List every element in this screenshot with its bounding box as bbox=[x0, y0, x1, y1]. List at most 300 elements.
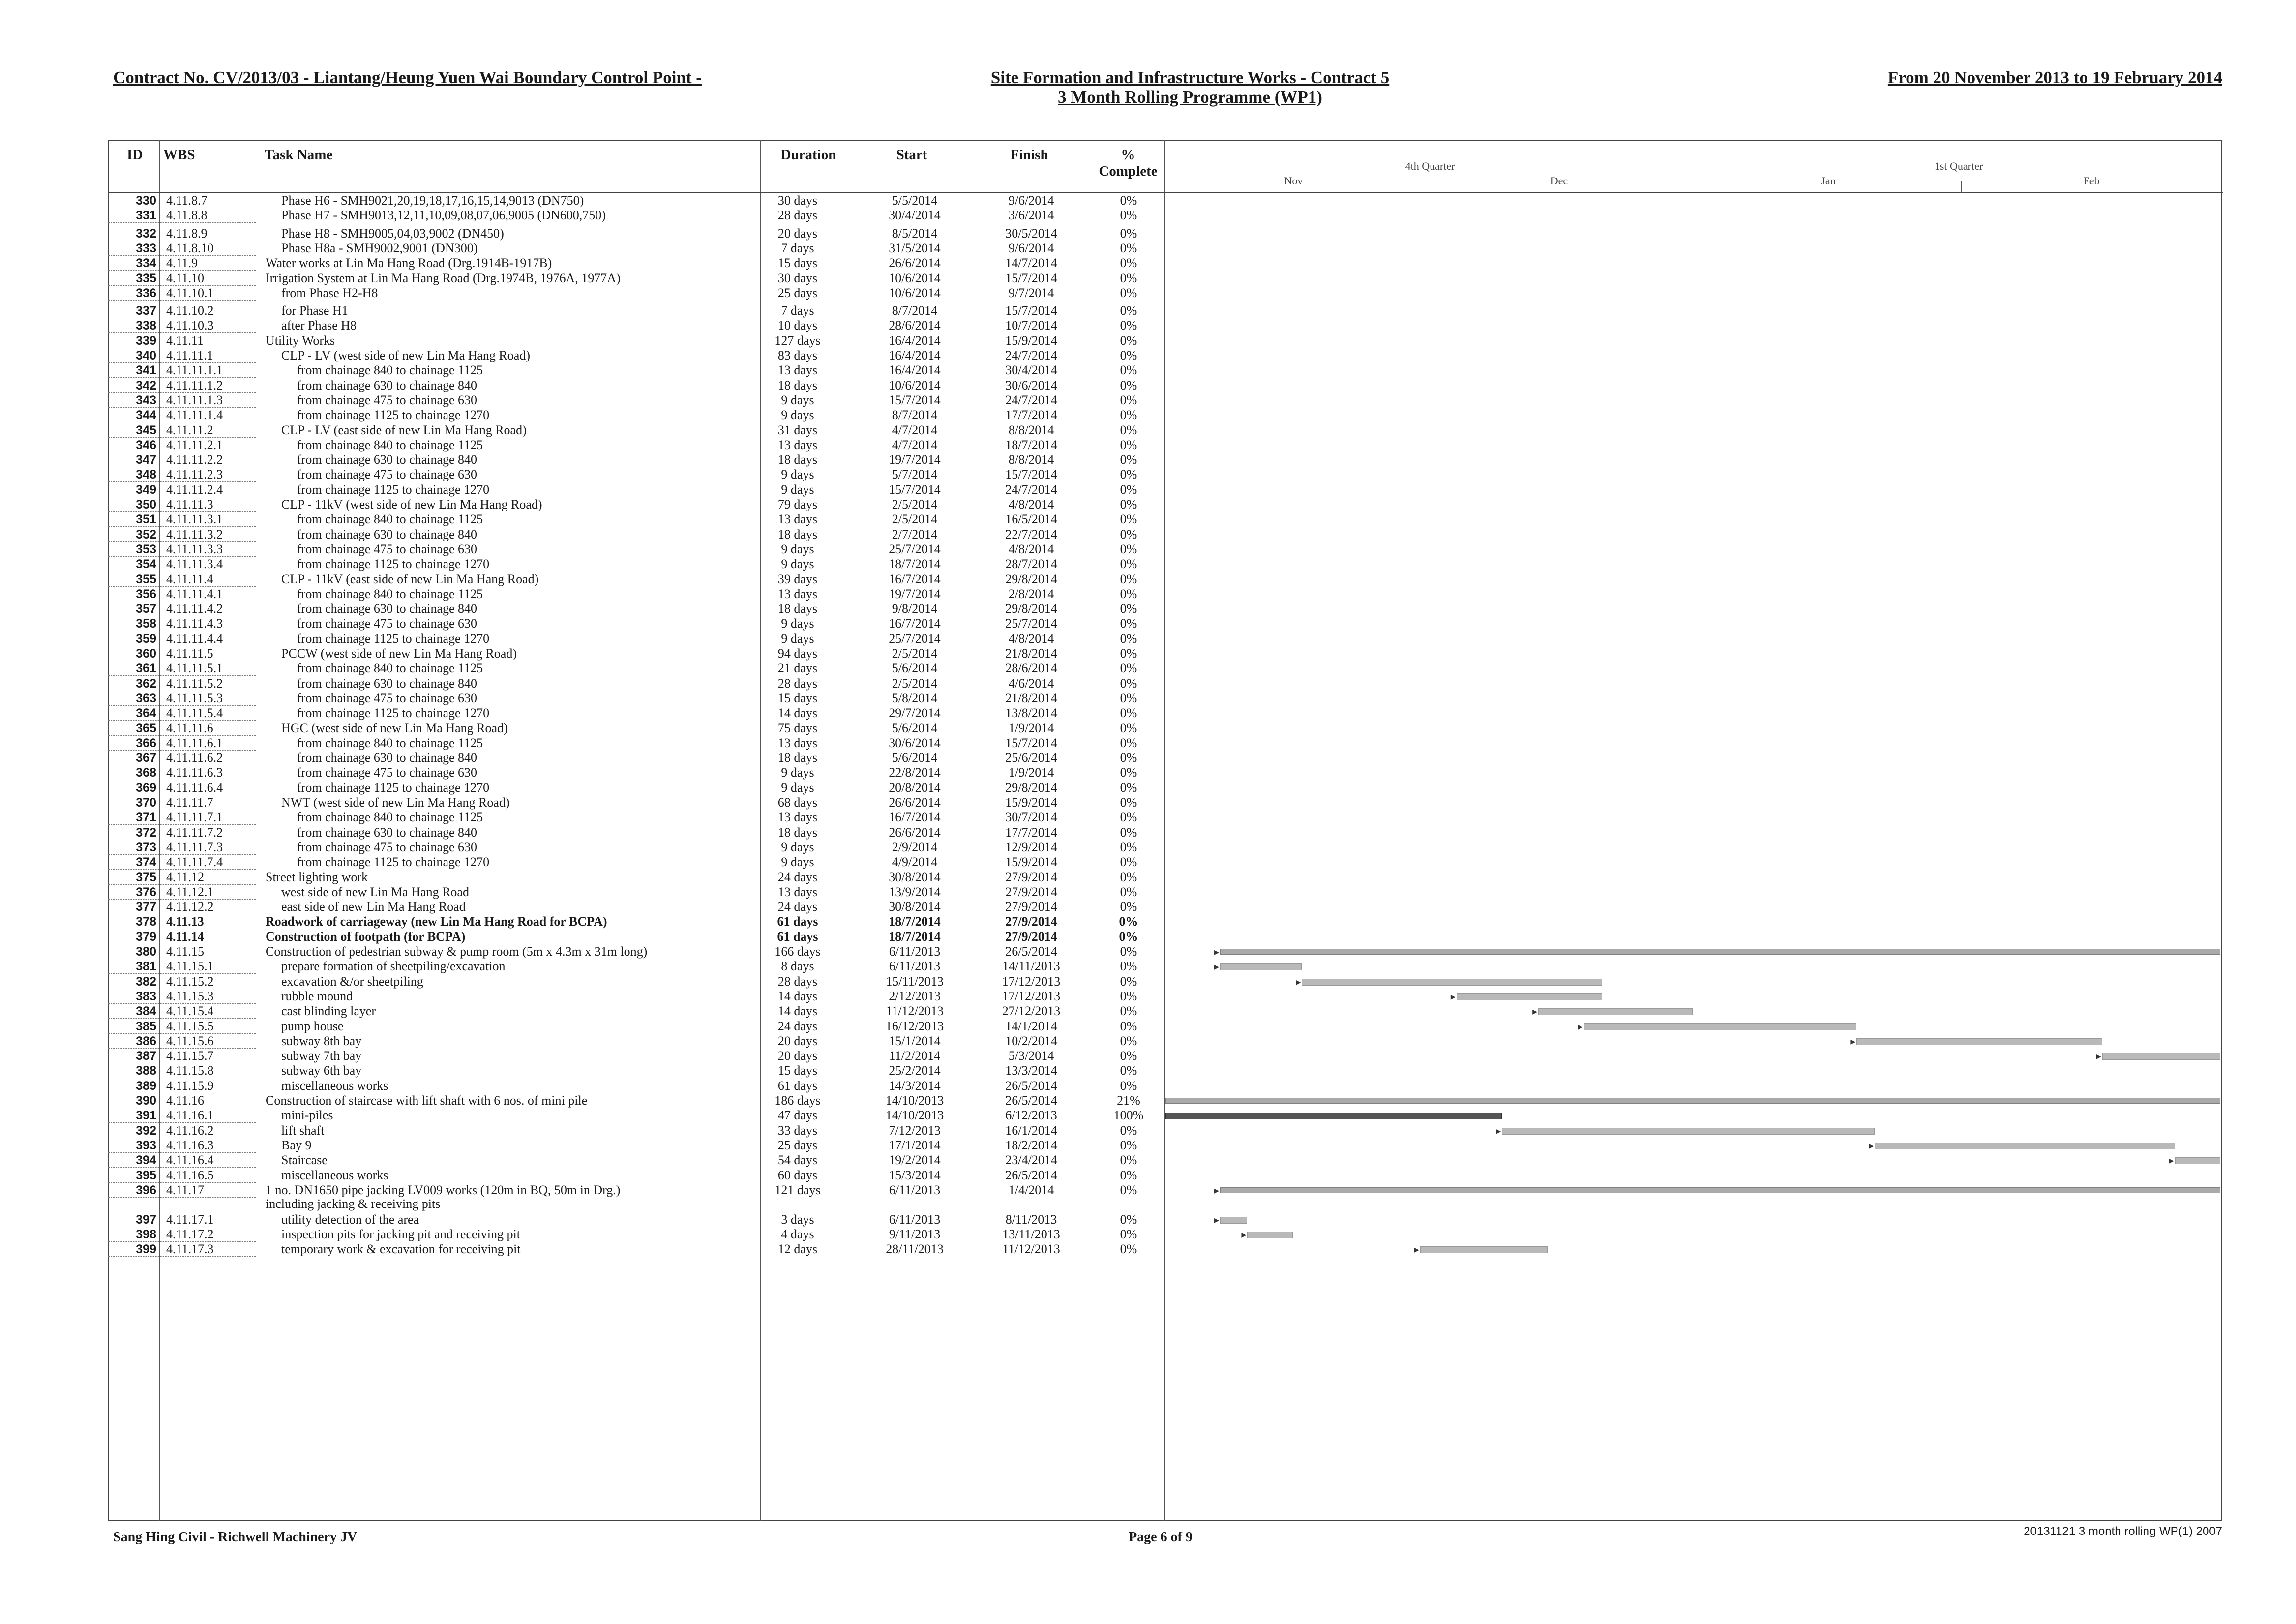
task-id: 389 bbox=[136, 1079, 156, 1093]
task-start: 4/7/2014 bbox=[892, 437, 938, 452]
task-wbs: 4.11.17.3 bbox=[166, 1242, 214, 1257]
row-divider bbox=[108, 571, 256, 572]
task-wbs: 4.11.15.5 bbox=[166, 1019, 214, 1033]
task-wbs: 4.11.11.7.4 bbox=[166, 855, 223, 870]
task-wbs: 4.11.16.3 bbox=[166, 1138, 214, 1152]
task-name: prepare formation of sheetpiling/excavation bbox=[281, 959, 506, 974]
task-percent: 0% bbox=[1120, 601, 1137, 616]
task-id: 377 bbox=[136, 900, 156, 914]
row-divider bbox=[108, 1033, 256, 1034]
task-id: 384 bbox=[136, 1004, 156, 1019]
task-start: 2/9/2014 bbox=[892, 840, 938, 854]
row-divider bbox=[108, 601, 256, 602]
month-label-nov: Nov bbox=[1284, 175, 1303, 187]
task-id: 391 bbox=[136, 1109, 156, 1123]
task-finish: 6/12/2013 bbox=[1005, 1108, 1057, 1123]
task-start: 4/7/2014 bbox=[892, 422, 938, 437]
task-id: 365 bbox=[136, 721, 156, 735]
task-duration: 15 days bbox=[777, 256, 818, 271]
task-percent: 0% bbox=[1120, 1033, 1137, 1048]
row-divider bbox=[108, 392, 256, 393]
task-finish: 26/5/2014 bbox=[1005, 944, 1057, 959]
task-start: 19/7/2014 bbox=[889, 586, 941, 601]
task-finish: 9/6/2014 bbox=[1008, 193, 1054, 208]
task-duration: 14 days bbox=[777, 989, 818, 1003]
task-start: 26/6/2014 bbox=[889, 795, 941, 810]
task-duration: 21 days bbox=[777, 661, 818, 676]
task-wbs: 4.11.11.3.2 bbox=[166, 527, 223, 541]
task-finish: 25/7/2014 bbox=[1005, 616, 1057, 631]
task-name: from chainage 630 to chainage 840 bbox=[297, 378, 477, 392]
task-start: 15/7/2014 bbox=[889, 392, 941, 407]
task-name: Roadwork of carriageway (new Lin Ma Hang Road for BCPA) bbox=[266, 914, 607, 929]
task-id: 369 bbox=[136, 781, 156, 795]
task-name: rubble mound bbox=[281, 989, 353, 1003]
task-finish: 10/7/2014 bbox=[1005, 318, 1057, 333]
task-wbs: 4.11.11.6.3 bbox=[166, 765, 223, 780]
task-start: 2/7/2014 bbox=[892, 527, 938, 541]
start-marker-icon: ▸ bbox=[1214, 1184, 1219, 1196]
row-divider bbox=[108, 300, 256, 301]
task-name: from chainage 630 to chainage 840 bbox=[297, 601, 477, 616]
start-marker-icon: ▸ bbox=[1450, 990, 1456, 1002]
task-finish: 27/9/2014 bbox=[1005, 900, 1057, 914]
task-finish: 30/6/2014 bbox=[1005, 378, 1057, 392]
task-duration: 9 days bbox=[781, 392, 814, 407]
task-percent: 0% bbox=[1120, 285, 1137, 300]
task-id: 332 bbox=[136, 226, 156, 241]
gantt-bar bbox=[1584, 1023, 1857, 1030]
task-duration: 30 days bbox=[777, 271, 818, 285]
task-name: CLP - 11kV (east side of new Lin Ma Hang Road) bbox=[281, 571, 539, 586]
task-finish: 15/9/2014 bbox=[1005, 855, 1057, 870]
row-divider bbox=[108, 556, 256, 557]
task-name: Construction of footpath (for BCPA) bbox=[266, 929, 466, 944]
task-percent: 0% bbox=[1120, 482, 1137, 497]
task-name: cast blinding layer bbox=[281, 1004, 376, 1019]
task-name: Water works at Lin Ma Hang Road (Drg.1914B-1917B) bbox=[266, 256, 552, 271]
gantt-bar bbox=[2175, 1157, 2220, 1164]
task-name: from chainage 840 to chainage 1125 bbox=[297, 437, 483, 452]
row-divider bbox=[108, 1048, 256, 1049]
task-duration: 20 days bbox=[777, 226, 818, 241]
task-duration: 28 days bbox=[777, 974, 818, 989]
task-percent: 0% bbox=[1119, 929, 1138, 944]
task-wbs: 4.11.11.5 bbox=[166, 646, 213, 661]
task-duration: 61 days bbox=[777, 1078, 818, 1093]
task-finish: 8/8/2014 bbox=[1008, 422, 1054, 437]
task-finish: 8/11/2013 bbox=[1005, 1212, 1057, 1227]
task-start: 6/11/2013 bbox=[889, 1212, 941, 1227]
task-finish: 4/8/2014 bbox=[1008, 631, 1054, 646]
gantt-bar bbox=[1220, 949, 2220, 955]
row-divider bbox=[108, 959, 256, 960]
task-name: from chainage 1125 to chainage 1270 bbox=[297, 855, 490, 870]
task-id: 353 bbox=[136, 542, 156, 556]
row-divider bbox=[108, 377, 256, 378]
row-divider bbox=[108, 929, 256, 930]
task-name: from chainage 1125 to chainage 1270 bbox=[297, 706, 490, 721]
start-marker-icon: ▸ bbox=[1578, 1020, 1583, 1032]
task-name: Phase H8a - SMH9002,9001 (DN300) bbox=[281, 241, 478, 255]
task-start: 4/9/2014 bbox=[892, 855, 938, 870]
task-duration: 9 days bbox=[781, 408, 814, 422]
task-percent: 0% bbox=[1120, 1138, 1137, 1152]
row-divider bbox=[108, 1078, 256, 1079]
col-pct-label: Complete bbox=[1099, 163, 1158, 179]
task-percent: 0% bbox=[1120, 303, 1137, 318]
task-id: 342 bbox=[136, 378, 156, 392]
task-id: 337 bbox=[136, 304, 156, 318]
task-percent: 0% bbox=[1120, 1212, 1137, 1227]
task-start: 2/5/2014 bbox=[892, 512, 938, 527]
task-percent: 0% bbox=[1120, 1153, 1137, 1168]
task-id: 357 bbox=[136, 602, 156, 616]
task-percent: 0% bbox=[1120, 989, 1137, 1003]
task-finish: 27/9/2014 bbox=[1005, 884, 1057, 899]
col-name-header: Task Name bbox=[265, 147, 333, 163]
col-id-header: ID bbox=[127, 147, 143, 163]
task-duration: 18 days bbox=[777, 825, 818, 840]
task-id: 372 bbox=[136, 825, 156, 840]
task-finish: 23/4/2014 bbox=[1005, 1153, 1057, 1168]
task-percent: 0% bbox=[1120, 1004, 1137, 1019]
task-duration: 127 days bbox=[775, 333, 821, 348]
task-wbs: 4.11.16.1 bbox=[166, 1108, 214, 1123]
task-name: from chainage 475 to chainage 630 bbox=[297, 765, 477, 780]
task-finish: 1/4/2014 bbox=[1008, 1182, 1054, 1197]
row-divider bbox=[108, 944, 256, 945]
task-start: 13/9/2014 bbox=[889, 884, 941, 899]
task-finish: 10/2/2014 bbox=[1005, 1033, 1057, 1048]
task-id: 338 bbox=[136, 319, 156, 333]
task-finish: 25/6/2014 bbox=[1005, 751, 1057, 765]
task-percent: 0% bbox=[1120, 378, 1137, 392]
task-finish: 3/6/2014 bbox=[1008, 208, 1054, 223]
task-id: 343 bbox=[136, 393, 156, 407]
task-duration: 47 days bbox=[777, 1108, 818, 1123]
row-divider bbox=[108, 720, 256, 721]
quarter-label-q4: 4th Quarter bbox=[1405, 160, 1455, 172]
gantt-bar bbox=[1420, 1246, 1548, 1253]
task-wbs: 4.11.11.2.4 bbox=[166, 482, 223, 497]
task-finish: 15/7/2014 bbox=[1005, 271, 1057, 285]
task-id: 381 bbox=[136, 960, 156, 974]
task-id: 345 bbox=[136, 423, 156, 437]
task-wbs: 4.11.15.3 bbox=[166, 989, 214, 1003]
task-percent: 0% bbox=[1120, 497, 1137, 511]
row-divider bbox=[108, 437, 256, 438]
task-wbs: 4.11.11.2 bbox=[166, 422, 213, 437]
task-wbs: 4.11.12.1 bbox=[166, 884, 214, 899]
row-divider bbox=[108, 750, 256, 751]
task-finish: 24/7/2014 bbox=[1005, 482, 1057, 497]
task-id: 374 bbox=[136, 855, 156, 870]
task-percent: 0% bbox=[1120, 780, 1137, 795]
task-start: 14/3/2014 bbox=[889, 1078, 941, 1093]
task-start: 25/7/2014 bbox=[889, 541, 941, 556]
task-finish: 1/9/2014 bbox=[1008, 765, 1054, 780]
task-percent: 0% bbox=[1120, 1063, 1137, 1078]
task-name: from chainage 1125 to chainage 1270 bbox=[297, 631, 490, 646]
task-start: 28/11/2013 bbox=[886, 1242, 944, 1257]
task-wbs: 4.11.11.6.2 bbox=[166, 751, 223, 765]
task-start: 17/1/2014 bbox=[889, 1138, 941, 1152]
task-duration: 9 days bbox=[781, 616, 814, 631]
task-finish: 4/6/2014 bbox=[1008, 676, 1054, 691]
task-wbs: 4.11.11.4.1 bbox=[166, 586, 223, 601]
task-percent: 0% bbox=[1120, 1182, 1137, 1197]
task-percent: 0% bbox=[1120, 193, 1137, 208]
task-finish: 14/1/2014 bbox=[1005, 1019, 1057, 1033]
task-duration: 94 days bbox=[777, 646, 818, 661]
task-id: 351 bbox=[136, 512, 156, 527]
row-divider bbox=[108, 1256, 256, 1257]
task-percent: 0% bbox=[1120, 631, 1137, 646]
row-divider bbox=[108, 989, 256, 990]
task-finish: 5/3/2014 bbox=[1008, 1049, 1054, 1063]
task-start: 16/12/2013 bbox=[885, 1019, 944, 1033]
row-divider bbox=[108, 511, 256, 512]
task-finish: 17/12/2013 bbox=[1002, 974, 1061, 989]
task-finish: 27/9/2014 bbox=[1005, 929, 1057, 944]
task-percent: 0% bbox=[1120, 208, 1137, 223]
task-start: 11/2/2014 bbox=[889, 1049, 941, 1063]
task-percent: 0% bbox=[1120, 437, 1137, 452]
task-id: 363 bbox=[136, 691, 156, 705]
task-wbs: 4.11.12 bbox=[166, 870, 205, 884]
row-divider bbox=[108, 348, 256, 349]
task-duration: 121 days bbox=[775, 1182, 821, 1197]
task-percent: 0% bbox=[1120, 467, 1137, 482]
task-id: 339 bbox=[136, 333, 156, 348]
task-start: 25/2/2014 bbox=[889, 1063, 941, 1078]
task-id: 347 bbox=[136, 453, 156, 467]
task-finish: 26/5/2014 bbox=[1005, 1168, 1057, 1182]
task-name: Staircase bbox=[281, 1153, 328, 1168]
task-duration: 24 days bbox=[777, 870, 818, 884]
task-name: from chainage 1125 to chainage 1270 bbox=[297, 408, 490, 422]
task-finish: 15/9/2014 bbox=[1005, 795, 1057, 810]
task-duration: 13 days bbox=[777, 810, 818, 825]
task-finish: 26/5/2014 bbox=[1005, 1093, 1057, 1108]
task-start: 16/4/2014 bbox=[889, 348, 941, 362]
task-wbs: 4.11.17.2 bbox=[166, 1227, 214, 1242]
task-finish: 13/3/2014 bbox=[1005, 1063, 1057, 1078]
task-name: for Phase H1 bbox=[281, 303, 348, 318]
task-id: 340 bbox=[136, 349, 156, 362]
task-finish: 14/11/2013 bbox=[1002, 959, 1060, 974]
task-percent: 0% bbox=[1120, 944, 1137, 959]
contractor-name: Sang Hing Civil - Richwell Machinery JV bbox=[113, 1530, 358, 1545]
task-duration: 9 days bbox=[781, 557, 814, 571]
row-divider bbox=[108, 840, 256, 841]
col-pct-header bbox=[1092, 147, 1164, 180]
task-finish: 4/8/2014 bbox=[1008, 541, 1054, 556]
task-name: Construction of pedestrian subway & pump room (5m x 4.3m x 31m long) bbox=[266, 944, 648, 959]
row-divider bbox=[108, 467, 256, 468]
task-finish: 15/7/2014 bbox=[1005, 467, 1057, 482]
task-duration: 166 days bbox=[775, 944, 821, 959]
task-duration: 12 days bbox=[777, 1242, 818, 1257]
task-finish: 30/5/2014 bbox=[1005, 226, 1057, 241]
task-name: Irrigation System at Lin Ma Hang Road (Drg.1974B, 1976A, 1977A) bbox=[266, 271, 621, 285]
task-percent: 0% bbox=[1120, 527, 1137, 541]
task-start: 31/5/2014 bbox=[889, 241, 941, 255]
task-percent: 0% bbox=[1120, 840, 1137, 854]
task-duration: 24 days bbox=[777, 900, 818, 914]
row-divider bbox=[108, 1241, 256, 1242]
task-wbs: 4.11.11.4.4 bbox=[166, 631, 223, 646]
task-percent: 100% bbox=[1113, 1108, 1144, 1123]
task-percent: 0% bbox=[1120, 1078, 1137, 1093]
row-divider bbox=[108, 526, 256, 527]
task-duration: 25 days bbox=[777, 285, 818, 300]
task-id: 348 bbox=[136, 468, 156, 482]
task-percent: 0% bbox=[1120, 256, 1137, 271]
row-divider bbox=[108, 1152, 256, 1153]
task-wbs: 4.11.14 bbox=[166, 929, 204, 944]
gantt-bars bbox=[1165, 140, 2222, 1521]
task-finish: 17/12/2013 bbox=[1002, 989, 1061, 1003]
task-start: 28/6/2014 bbox=[889, 318, 941, 333]
task-duration: 7 days bbox=[781, 241, 814, 255]
task-wbs: 4.11.11.6.4 bbox=[166, 780, 223, 795]
task-finish: 18/2/2014 bbox=[1005, 1138, 1057, 1152]
row-divider bbox=[108, 481, 256, 482]
task-duration: 18 days bbox=[777, 601, 818, 616]
task-percent: 0% bbox=[1120, 855, 1137, 870]
task-id: 330 bbox=[136, 194, 156, 208]
task-duration: 9 days bbox=[781, 765, 814, 780]
task-duration: 75 days bbox=[777, 721, 818, 735]
task-start: 10/6/2014 bbox=[889, 285, 941, 300]
task-duration: 18 days bbox=[777, 452, 818, 467]
task-wbs: 4.11.15.6 bbox=[166, 1033, 214, 1048]
task-wbs: 4.11.11.2.2 bbox=[166, 452, 223, 467]
task-wbs: 4.11.11.4.3 bbox=[166, 616, 223, 631]
start-marker-icon: ▸ bbox=[1869, 1139, 1874, 1151]
task-percent: 0% bbox=[1120, 616, 1137, 631]
row-divider bbox=[108, 616, 256, 617]
task-name: temporary work & excavation for receiving pit bbox=[281, 1242, 521, 1257]
task-wbs: 4.11.16.2 bbox=[166, 1123, 214, 1138]
start-marker-icon: ▸ bbox=[1296, 975, 1301, 988]
start-marker-icon: ▸ bbox=[1214, 961, 1219, 973]
task-finish: 26/5/2014 bbox=[1005, 1078, 1057, 1093]
task-name: from chainage 475 to chainage 630 bbox=[297, 691, 477, 705]
task-name: from chainage 630 to chainage 840 bbox=[297, 527, 477, 541]
page-number: Page 6 of 9 bbox=[1129, 1530, 1193, 1545]
task-finish: 17/7/2014 bbox=[1005, 408, 1057, 422]
task-name: Street lighting work bbox=[266, 870, 368, 884]
row-divider bbox=[108, 1108, 256, 1109]
task-percent: 0% bbox=[1120, 795, 1137, 810]
task-percent: 0% bbox=[1120, 226, 1137, 241]
task-duration: 60 days bbox=[777, 1168, 818, 1182]
task-finish: 4/8/2014 bbox=[1008, 497, 1054, 511]
task-name: west side of new Lin Ma Hang Road bbox=[281, 884, 469, 899]
task-duration: 15 days bbox=[777, 691, 818, 705]
task-id: 388 bbox=[136, 1064, 156, 1078]
task-wbs: 4.11.9 bbox=[166, 256, 198, 271]
task-finish: 16/5/2014 bbox=[1005, 512, 1057, 527]
row-divider bbox=[108, 646, 256, 647]
task-name: from chainage 630 to chainage 840 bbox=[297, 751, 477, 765]
task-finish: 21/8/2014 bbox=[1005, 691, 1057, 705]
gantt-bar bbox=[1165, 1113, 1502, 1119]
task-id: 393 bbox=[136, 1138, 156, 1152]
task-wbs: 4.11.11.1.1 bbox=[166, 363, 223, 378]
task-id: 385 bbox=[136, 1019, 156, 1033]
row-divider bbox=[108, 824, 256, 825]
task-name: from chainage 840 to chainage 1125 bbox=[297, 661, 483, 676]
task-id: 383 bbox=[136, 989, 156, 1003]
task-finish: 29/8/2014 bbox=[1005, 780, 1057, 795]
task-finish: 14/7/2014 bbox=[1005, 256, 1057, 271]
task-finish: 13/8/2014 bbox=[1005, 706, 1057, 721]
task-start: 2/12/2013 bbox=[889, 989, 941, 1003]
row-divider bbox=[108, 541, 256, 542]
task-name: from chainage 475 to chainage 630 bbox=[297, 467, 477, 482]
task-id: 335 bbox=[136, 271, 156, 285]
task-wbs: 4.11.11.5.3 bbox=[166, 691, 223, 705]
task-id: 362 bbox=[136, 676, 156, 691]
task-start: 5/8/2014 bbox=[892, 691, 938, 705]
task-id: 361 bbox=[136, 662, 156, 676]
task-wbs: 4.11.11.3.1 bbox=[166, 512, 223, 527]
task-wbs: 4.11.11.1.2 bbox=[166, 378, 223, 392]
task-finish: 27/12/2013 bbox=[1002, 1004, 1061, 1019]
task-start: 16/4/2014 bbox=[889, 363, 941, 378]
task-percent: 0% bbox=[1120, 751, 1137, 765]
task-wbs: 4.11.11.4 bbox=[166, 571, 213, 586]
col-finish-header: Finish bbox=[1010, 147, 1048, 163]
task-start: 18/7/2014 bbox=[889, 929, 941, 944]
task-id: 398 bbox=[136, 1228, 156, 1242]
task-wbs: 4.11.15.4 bbox=[166, 1004, 214, 1019]
task-percent: 0% bbox=[1120, 318, 1137, 333]
task-finish: 18/7/2014 bbox=[1005, 437, 1057, 452]
task-duration: 8 days bbox=[781, 959, 814, 974]
task-percent: 0% bbox=[1120, 959, 1137, 974]
row-divider bbox=[108, 407, 256, 408]
task-wbs: 4.11.11.6.1 bbox=[166, 735, 223, 750]
task-start: 20/8/2014 bbox=[889, 780, 941, 795]
programme-title-line2: 3 Month Rolling Programme (WP1) bbox=[1058, 88, 1322, 107]
task-percent: 0% bbox=[1120, 557, 1137, 571]
task-percent: 0% bbox=[1120, 1019, 1137, 1033]
task-start: 19/2/2014 bbox=[889, 1153, 941, 1168]
task-name: from chainage 630 to chainage 840 bbox=[297, 452, 477, 467]
task-name: PCCW (west side of new Lin Ma Hang Road) bbox=[281, 646, 517, 661]
task-id: 346 bbox=[136, 438, 156, 452]
row-divider bbox=[108, 1018, 256, 1019]
task-id: 359 bbox=[136, 632, 156, 646]
task-id: 390 bbox=[136, 1094, 156, 1108]
task-wbs: 4.11.11 bbox=[166, 333, 204, 348]
task-duration: 31 days bbox=[777, 422, 818, 437]
task-finish: 17/7/2014 bbox=[1005, 825, 1057, 840]
start-marker-icon: ▸ bbox=[1214, 1213, 1219, 1226]
row-divider bbox=[108, 631, 256, 632]
task-id: 387 bbox=[136, 1049, 156, 1063]
row-divider bbox=[108, 452, 256, 453]
row-divider bbox=[108, 661, 256, 662]
task-name: lift shaft bbox=[281, 1123, 325, 1138]
task-name: after Phase H8 bbox=[281, 318, 357, 333]
task-wbs: 4.11.11.5.1 bbox=[166, 661, 223, 676]
